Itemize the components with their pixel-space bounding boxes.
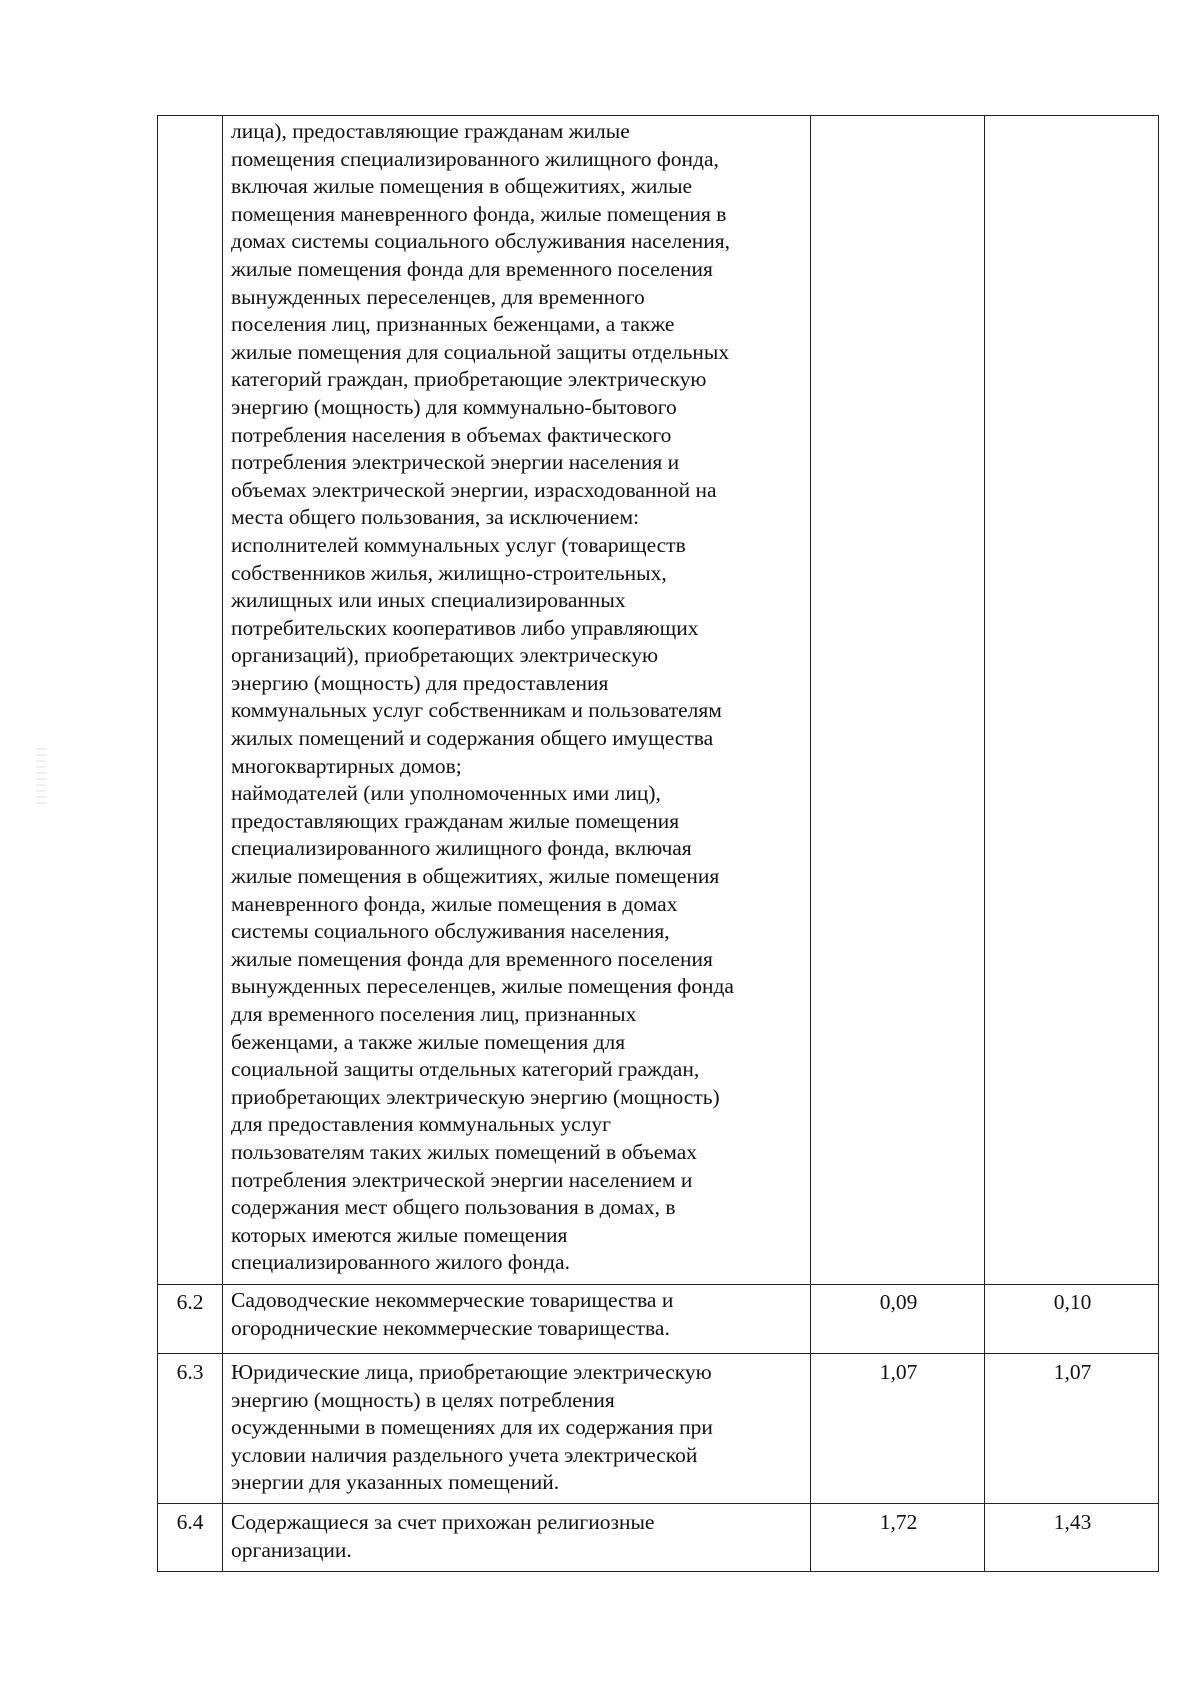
description-line: жилые помещения фонда для временного поселения [231, 946, 713, 971]
description-line: жилищных или иных специализированных [231, 588, 626, 613]
description-line: жилых помещений и содержания общего имущества [231, 726, 714, 751]
description-line: коммунальных услуг собственникам и пользователям [231, 698, 722, 723]
description-line: вынужденных переселенцев, жилые помещения фонда [231, 974, 734, 999]
description-line: потребления населения в объемах фактического [231, 422, 672, 447]
description-line: потребления электрической энергии населения и [231, 450, 680, 475]
description-line: для предоставления коммунальных услуг [231, 1112, 611, 1137]
description-line: потребительских кооперативов либо управляющих [231, 615, 699, 640]
description-line: жилые помещения фонда для временного поселения [231, 256, 713, 281]
description-line: маневренного фонда, жилые помещения в домах [231, 891, 678, 916]
description-line: исполнителей коммунальных услуг (товариществ [231, 532, 686, 557]
description-line: жилые помещения в общежитиях, жилые помещения [231, 864, 720, 889]
description-line: энергию (мощность) для предоставления [231, 670, 609, 695]
scan-artifact [36, 748, 46, 808]
description-line: объемах электрической энергии, израсходованной на [231, 477, 717, 502]
description-line: приобретающих электрическую энергию (мощность) [231, 1084, 720, 1109]
description-line: организаций), приобретающих электрическую [231, 643, 659, 668]
description-line: собственников жилья, жилищно-строительных, [231, 560, 667, 585]
description-line: поселения лиц, признанных беженцами, а также [231, 312, 675, 337]
description-line: потребления электрической энергии населением и [231, 1167, 693, 1192]
description-line: жилые помещения для социальной защиты отдельных [231, 339, 730, 364]
description-line: помещения маневренного фонда, жилые помещения в [231, 201, 727, 226]
description-line: беженцами, а также жилые помещения для [231, 1029, 626, 1054]
description-line: Юридические лица, приобретающие электрическую [231, 1360, 712, 1384]
description-line: лица), предоставляющие гражданам жилые [231, 119, 630, 143]
description-line: многоквартирных домов; [231, 753, 462, 778]
table-row-6-4 [158, 1504, 1159, 1572]
row-number: 6.2 [158, 1285, 223, 1354]
table-body [158, 116, 1159, 1572]
row-description [223, 1504, 811, 1572]
table-row-continuation [158, 116, 1159, 1285]
row-number [158, 116, 223, 1285]
description-line: системы социального обслуживания населения, [231, 919, 670, 944]
value-column-1: 1,07 [811, 1354, 985, 1504]
tariff-table [157, 115, 1159, 1572]
value-column-2: 1,07 [985, 1354, 1159, 1504]
description-line: специализированного жилого фонда. [231, 1250, 570, 1275]
value-column-1 [811, 116, 985, 1285]
value-column-2: 1,43 [985, 1504, 1159, 1572]
description-line: вынужденных переселенцев, для временного [231, 284, 645, 309]
description-line: пользователям таких жилых помещений в объемах [231, 1139, 698, 1164]
description-line: наймодателей (или уполномоченных ими лиц), [231, 781, 661, 806]
row-number: 6.3 [158, 1354, 223, 1504]
description-line: осужденными в помещениях для их содержания при [231, 1415, 713, 1440]
description-line: предоставляющих гражданам жилые помещения [231, 808, 680, 833]
description-line: для временного поселения лиц, признанных [231, 1002, 637, 1026]
description-line: которых имеются жилые помещения [231, 1222, 568, 1247]
description-line: Садоводческие некоммерческие товарищества и [231, 1288, 674, 1312]
description-line: энергию (мощность) в целях потребления [231, 1387, 615, 1412]
description-line: энергию (мощность) для коммунально-бытового [231, 394, 677, 419]
value-column-1: 1,72 [811, 1504, 985, 1572]
value-column-1: 0,09 [811, 1285, 985, 1354]
row-description [223, 1354, 811, 1504]
description-line: домах системы социального обслуживания населения, [231, 229, 731, 254]
description-line: условии наличия раздельного учета электрической [231, 1442, 698, 1467]
row-number: 6.4 [158, 1504, 223, 1572]
description-line: специализированного жилищного фонда, включая [231, 836, 692, 861]
table-row-6-2 [158, 1285, 1159, 1354]
row-description [223, 116, 811, 1285]
description-line: места общего пользования, за исключением: [231, 505, 640, 530]
description-line: содержания мест общего пользования в домах, в [231, 1195, 676, 1220]
description-line: огороднические некоммерческие товарищества. [231, 1315, 670, 1340]
value-column-2: 0,10 [985, 1285, 1159, 1354]
description-line: включая жилые помещения в общежитиях, жилые [231, 174, 693, 199]
description-line: Содержащиеся за счет прихожан религиозные [231, 1510, 655, 1534]
description-line: категорий граждан, приобретающие электрическую [231, 367, 707, 392]
description-line: энергии для указанных помещений. [231, 1470, 560, 1495]
description-line: социальной защиты отдельных категорий граждан, [231, 1057, 700, 1082]
row-description [223, 1285, 811, 1354]
value-column-2 [985, 116, 1159, 1285]
table-row-6-3 [158, 1354, 1159, 1504]
description-line: организации. [231, 1537, 352, 1562]
description-line: помещения специализированного жилищного фонда, [231, 146, 719, 171]
